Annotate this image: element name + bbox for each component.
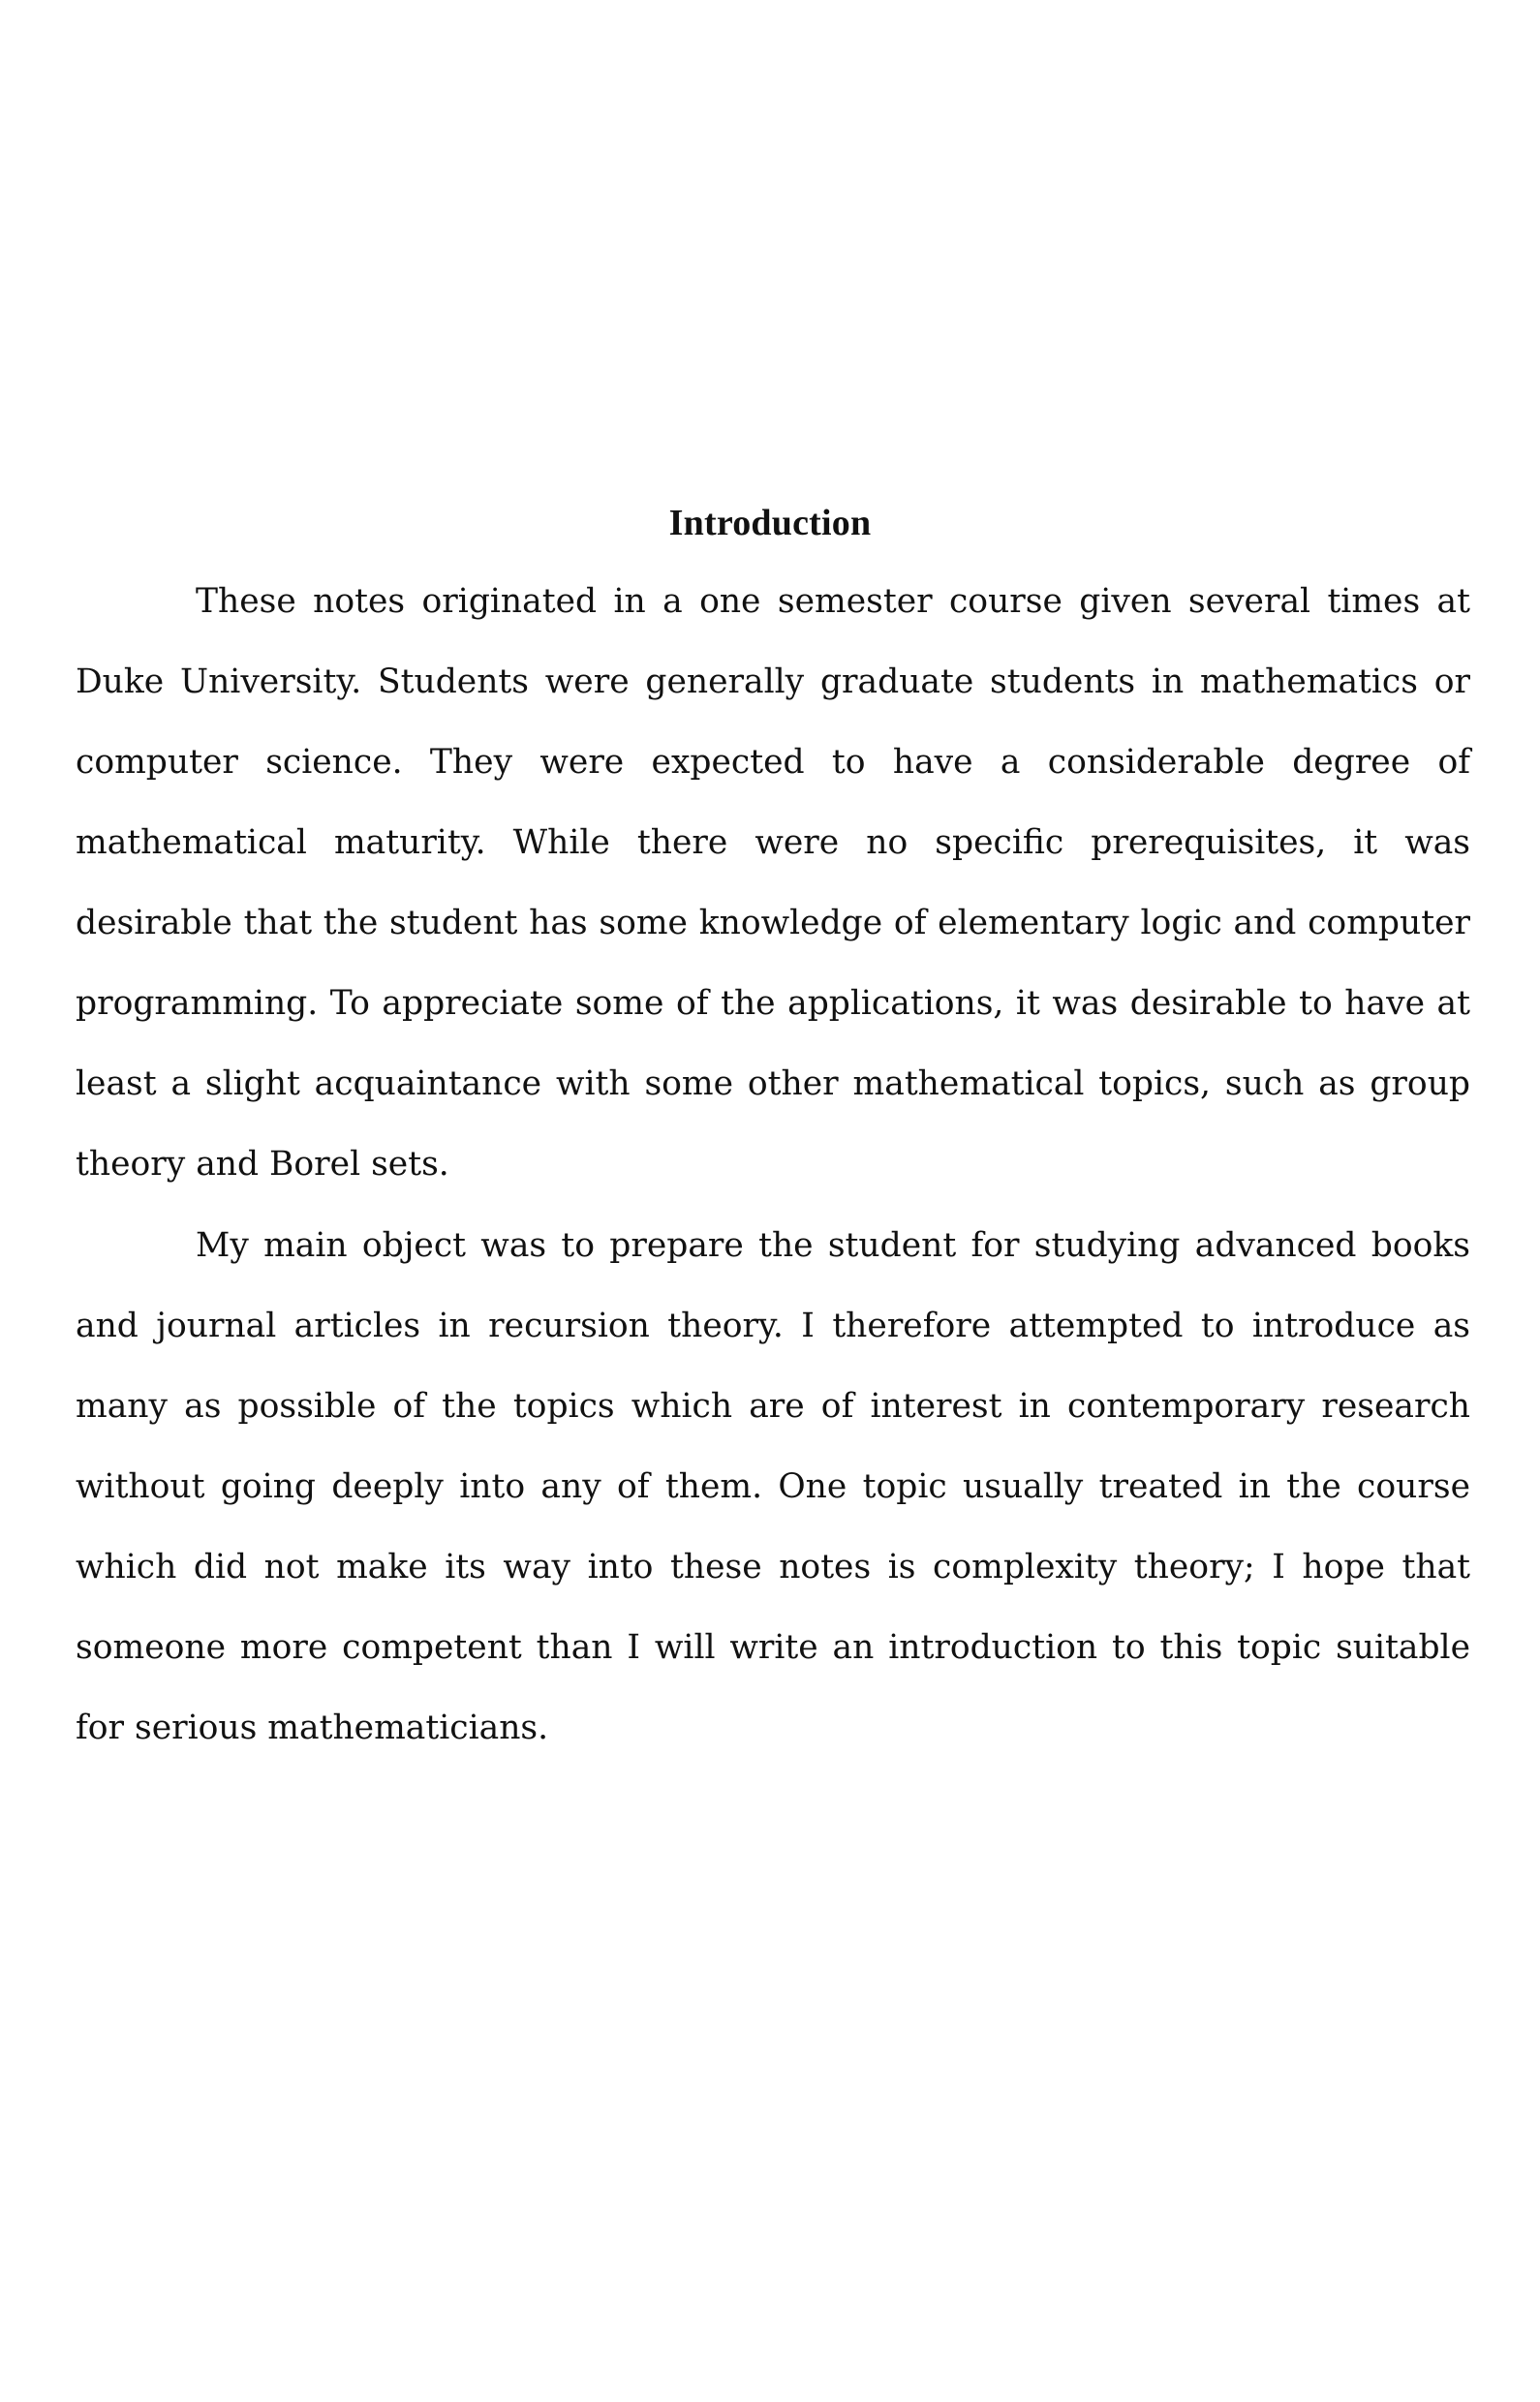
page-title: Introduction bbox=[668, 503, 872, 543]
paragraph-2: My main object was to prepare the student for studying advanced books and journal articles in recursion theory. I therefore attempted to introduce as many as possible of the topics which are of interest in contemporary research without going deeply into any of them. One topic usually treated in the course which did not make its way into these notes is complexity theory; I hope that someone more competent than I will write an introduction to this topic suitable for serious mathematicians. bbox=[76, 1226, 1470, 1747]
paragraph-1: These notes originated in a one semester course given several times at Duke University. Students were generally graduate students in mathematics or computer science. They were expected to have a considerable degree of mathematical maturity. While there were no specific prerequisites, it was desirable that the student has some knowledge of elementary logic and computer programming. To appreciate some of the applications, it was desirable to have at least a slight acquaintance with some other mathematical topics, such as group theory and Borel sets. bbox=[76, 582, 1470, 1184]
